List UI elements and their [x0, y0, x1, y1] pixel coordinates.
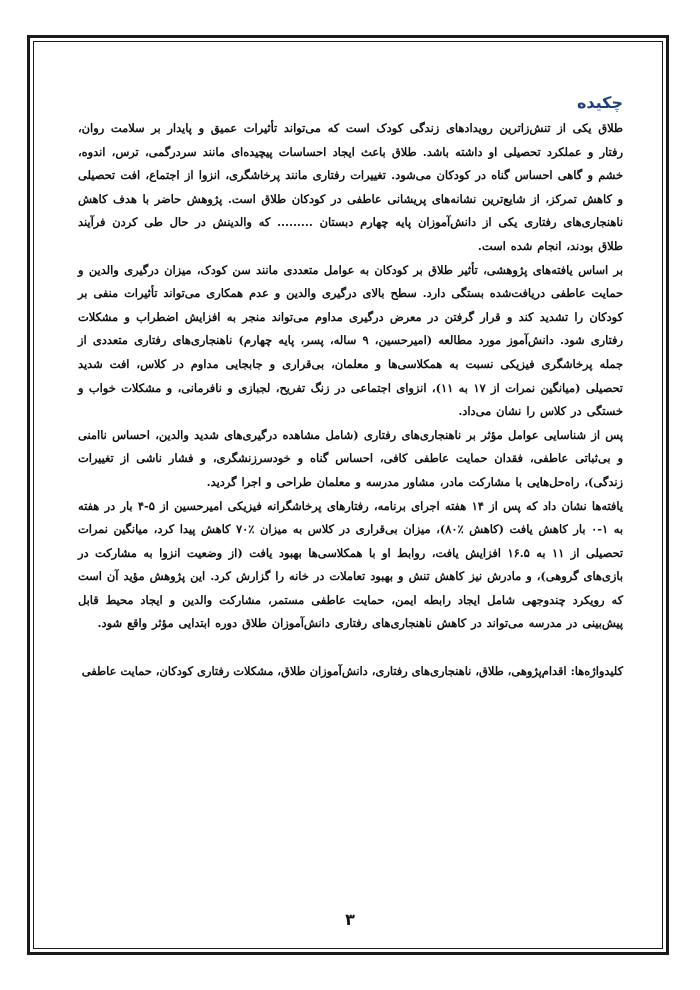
keywords: کلیدواژه‌ها: اقدام‌پژوهی، طلاق، ناهنجاری‌های رفتاری، دانش‌آموزان طلاق، مشکلات رفتاری کودکان، حمایت عاطفی [81, 664, 623, 679]
abstract-heading: چکیده [576, 93, 623, 112]
page-number: ۳ [345, 910, 355, 929]
paragraph-method: پس از شناسایی عوامل مؤثر بر ناهنجاری‌های رفتاری (شامل مشاهده درگیری‌های شدید والدین، احساس ناامنی و بی‌ثباتی عاطفی، فقدان حمایت عاطفی کافی، احساس گناه و خودسرزنشگری، و فشار ناشی از تغییرات زندگی)، راه‌حل‌هایی با مشارکت مادر، مشاور مدرسه و معلمان طراحی و اجرا گردید. [78, 427, 623, 489]
abstract-section [78, 92, 623, 684]
paragraph-intro: طلاق یکی از تنش‌زاترین رویدادهای زندگی کودک است که می‌تواند تأثیرات عمیق و پایدار بر سلامت روان، رفتار و عملکرد تحصیلی او داشته باشد. طلاق باعث ایجاد احساسات پیچیده‌ای مانند سردرگمی، ترس، اندوه، خشم و گاهی احساس گناه در کودکان می‌شود. تغییرات رفتاری مانند پرخاشگری، انزوا از اجتماع، افت تحصیلی و کاهش تمرکز، از شایع‌ترین نشانه‌های پریشانی عاطفی در کودکان طلاق است. پژوهش حاضر با هدف کاهش ناهنجاری‌های رفتاری یکی از دانش‌آموزان پایه چهارم دبستان ......... که والدینش در حال طی کردن فرآیند طلاق بودند، انجام شده است. [78, 121, 623, 253]
paragraph-findings: یافته‌ها نشان داد که پس از ۱۴ هفته اجرای برنامه، رفتارهای پرخاشگرانه فیزیکی امیرحسین از ۵-۴ بار در هفته به ۱-۰ بار کاهش یافت (کاهش ٪۸۰)، میزان بی‌قراری در کلاس به میزان ٪۷۰ کاهش پیدا کرد، میانگین نمرات تحصیلی از ۱۱ به ۱۶.۵ افزایش یافت، روابط او با همکلاسی‌ها بهبود یافت (از وضعیت انزوا به مشارکت در بازی‌های گروهی)، و مادرش نیز کاهش تنش و بهبود تعاملات در خانه را گزارش کرد. این پژوهش مؤید آن است که رویکرد چندوجهی شامل ایجاد رابطه ایمن، حمایت عاطفی مستمر، مشارکت والدین و ایجاد محیط قابل پیش‌بینی در مدرسه می‌تواند در کاهش ناهنجاری‌های رفتاری دانش‌آموزان طلاق دوره ابتدایی مؤثر واقع شود. [78, 498, 624, 631]
paragraph-background: بر اساس یافته‌های پژوهشی، تأثیر طلاق بر کودکان به عوامل متعددی مانند سن کودک، میزان درگیری والدین و حمایت عاطفی دریافت‌شده بستگی دارد. سطح بالای درگیری والدین و عدم همکاری می‌تواند تأثیرات منفی بر کودکان را تشدید کند و قرار گرفتن در معرض درگیری مداوم می‌تواند منجر به افزایش اضطراب و مشکلات رفتاری شود. دانش‌آموز مورد مطالعه (امیرحسین، ۹ ساله، پسر، پایه چهارم) ناهنجاری‌های رفتاری متعددی از جمله پرخاشگری فیزیکی نسبت به همکلاسی‌ها و معلمان، بی‌قراری و جابجایی مداوم در کلاس، افت شدید تحصیلی (میانگین نمرات از ۱۷ به ۱۱)، انزوای اجتماعی در زنگ تفریح، لجبازی و نافرمانی، و مشکلات خواب و خستگی در کلاس را نشان می‌داد. [78, 262, 623, 419]
